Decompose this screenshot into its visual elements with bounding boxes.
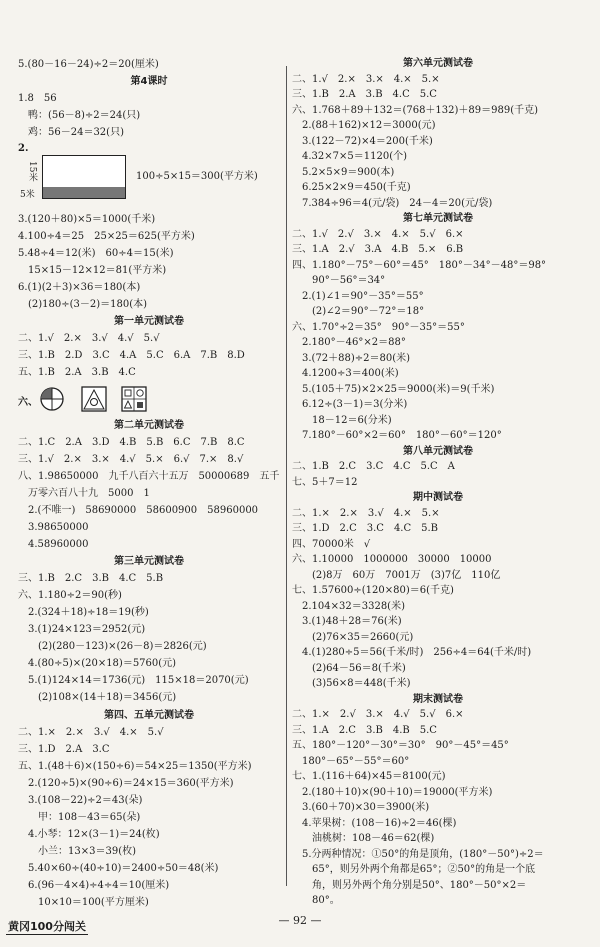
area-figure [18, 143, 280, 209]
answer-line: 7.180°－60°×2＝60° 180°－60°＝120° [292, 430, 502, 441]
figure-equation: 100÷5×15＝300(平方米) [136, 171, 258, 183]
answer-line: 4.1200÷3＝400(米) [292, 368, 399, 379]
answer-line: 4.100÷4＝25 25×25＝625(平方米) [18, 231, 195, 243]
answer-line: 3.(108－22)÷2＝43(朵) [18, 794, 143, 806]
figure-side-label: 15米 [27, 161, 37, 182]
pie-circle-icon [41, 388, 63, 410]
rectangle-diagram [42, 155, 126, 199]
section-heading: 第三单元测试卷 [114, 556, 184, 568]
right-column [292, 56, 584, 909]
answer-line: 2.180°－46°×2＝88° [292, 337, 406, 348]
triangle-box-icon [82, 387, 106, 411]
answer-line: 80°。 [292, 895, 340, 906]
answer-line: (2)(280－123)×(26－8)＝2826(元) [18, 641, 207, 653]
answer-line: 三、1.D 2.A 3.C [18, 743, 110, 755]
answer-line: 七、5＋7＝12 [292, 476, 358, 488]
section-heading: 第七单元测试卷 [403, 213, 473, 224]
page-number: — 92 — [278, 914, 322, 927]
answer-line: 7.384÷96＝4(元/袋) 24－4＝20(元/袋) [292, 197, 493, 209]
answer-line: 5.40×60÷(40÷10)＝2400÷50＝48(米) [18, 862, 219, 874]
answer-line: 15×15－12×12＝81(平方米) [18, 265, 167, 277]
answer-line: (3)56×8＝448(千米) [292, 678, 411, 689]
grid-shapes-icon [122, 387, 146, 411]
answer-line: 2.(324＋18)÷18＝19(秒) [18, 607, 149, 619]
answer-line: 二、1.√ 2.× 3.√ 4.√ 5.√ [18, 333, 160, 345]
answer-line: 90°－56°＝34° [292, 275, 386, 286]
answer-line: 三、1.B 2.A 3.B 4.C 5.C [292, 89, 437, 100]
answer-line: 5.分两种情况：①50°的角是顶角，(180°－50°)÷2＝ [292, 848, 544, 860]
answer-line: 二、1.√ 2.√ 3.× 4.× 5.√ 6.× [292, 228, 464, 240]
answer-line: 六、1.10000 1000000 30000 10000 [292, 554, 492, 565]
answer-line: 5.(1)124×14＝1736(元) 115×18＝2070(元) [18, 675, 249, 687]
answer-line: 3.(1)48＋28＝76(米) [292, 616, 402, 627]
answer-line: 五、1.(48＋6)×(150÷6)＝54×25＝1350(平方米) [18, 760, 252, 772]
answer-line: 六、1.180÷2＝90(秒) [18, 590, 122, 602]
answer-line: 4.(80÷5)×(20×18)＝5760(元) [18, 658, 177, 670]
answer-line: 3.98650000 [18, 522, 89, 534]
answer-line: 万零六百八十九 5000 1 [18, 488, 150, 500]
answer-line: 6.12÷(3－1)＝3(分米) [292, 399, 408, 410]
answer-line: 65°，则另外两个角都是65°；②50°的角是一个底 [292, 864, 536, 875]
figure-number: 2. [18, 143, 29, 155]
answer-line: 3.(122－72)×4＝200(千米) [292, 135, 433, 147]
answer-line: 二、1.× 2.× 3.√ 4.× 5.√ [18, 726, 164, 738]
answer-line: 2.(88＋162)×12＝3000(元) [292, 120, 436, 131]
answer-line: 二、1.√ 2.× 3.× 4.× 5.× [292, 73, 440, 85]
answer-line: 六、1.768＋89＋132＝(768＋132)＋89＝989(千克) [292, 104, 539, 116]
answer-line: 二、1.C 2.A 3.D 4.B 5.B 6.C 7.B 8.C [18, 437, 245, 449]
section-heading: 第八单元测试卷 [403, 445, 473, 457]
section-heading: 第一单元测试卷 [114, 316, 184, 328]
answer-line: 5.(80－16－24)÷2＝20(厘米) [18, 59, 159, 70]
answer-line: 五、1.B 2.A 3.B 4.C [18, 367, 136, 379]
answer-line: 5.(105＋75)×2×25＝9000(米)＝9(千米) [292, 383, 495, 395]
answer-line: 2.(1)∠1＝90°－35°＝55° [292, 290, 424, 302]
answer-line: 18－12＝6(分米) [292, 414, 392, 426]
left-column [18, 56, 280, 911]
section-heading: 期末测试卷 [413, 693, 463, 705]
answer-line: 三、1.B 2.C 3.B 4.C 5.B [18, 573, 164, 585]
answer-line: 3.(60＋70)×30＝3900(米) [292, 802, 430, 813]
answer-line: 四、70000米 √ [292, 538, 371, 550]
answer-line: 4.32×7×5＝1120(个) [292, 151, 407, 162]
answer-line: (2)64－56＝8(千米) [292, 662, 406, 674]
answer-line: 鸭：(56－8)÷2＝24(只) [18, 110, 141, 122]
answer-line: 5.2×5×9＝900(本) [292, 166, 395, 178]
answer-line: (2)∠2＝90°－72°＝18° [292, 306, 425, 317]
answer-line: 4.苹果树：(108－16)÷2＝46(棵) [292, 817, 457, 829]
answer-line: 五、180°－120°－30°＝30° 90°－45°＝45° [292, 740, 509, 751]
left-top-lines [18, 56, 280, 141]
shapes-row [18, 383, 280, 415]
answer-line: 1.8 56 [18, 93, 57, 105]
answer-line: 6.25×2×9＝450(千克) [292, 182, 411, 193]
answer-line: (2)76×35＝2660(元) [292, 631, 414, 643]
section-heading: 第二单元测试卷 [114, 420, 184, 432]
answer-line: 油桃树：108－46＝62(棵) [292, 833, 435, 844]
section-heading: 第四、五单元测试卷 [104, 709, 194, 721]
answer-line: 三、1.D 2.C 3.C 4.C 5.B [292, 523, 439, 534]
answer-line: 3.(72＋88)÷2＝80(米) [292, 352, 411, 364]
section-heading: 期中测试卷 [413, 492, 463, 503]
answer-line: 小兰：13×3＝39(枚) [18, 845, 136, 857]
column-divider [286, 66, 287, 886]
answer-line: 3.(120＋80)×5＝1000(千米) [18, 214, 156, 226]
answer-line: 4.58960000 [18, 539, 89, 551]
shapes-label: 六、 [18, 397, 38, 409]
section-heading: 第六单元测试卷 [403, 58, 473, 69]
answer-line: 七、1.57600÷(120×80)＝6(千克) [292, 585, 454, 596]
answer-line: 2.(120÷5)×(90÷6)＝24×15＝360(平方米) [18, 777, 234, 789]
answer-line: 三、1.√ 2.× 3.× 4.√ 5.× 6.√ 7.× 8.√ [18, 454, 244, 466]
answer-line: 角，则另外两个角分别是50°、180°－50°×2＝ [292, 879, 527, 891]
answer-line: 三、1.A 2.√ 3.A 4.B 5.× 6.B [292, 244, 464, 255]
left-middle-lines [18, 211, 280, 381]
answer-line: 二、1.B 2.C 3.C 4.C 5.C A [292, 461, 455, 472]
answer-line: 四、1.180°－75°－60°＝45° 180°－34°－48°＝98° [292, 259, 547, 271]
answer-line: 八、1.98650000 九千八百六十五万 50000689 五千 [18, 471, 280, 483]
figure-low-label: 5米 [20, 190, 35, 201]
section-heading: 第4课时 [130, 76, 168, 88]
answer-line: 2.(不唯一) 58690000 58600900 58960000 [18, 505, 259, 517]
answer-line: 5.48÷4＝12(米) 60÷4＝15(米) [18, 248, 174, 260]
right-lines [292, 56, 584, 909]
answer-line: 6.(1)(2＋3)×36＝180(本) [18, 282, 141, 294]
left-bottom-lines [18, 417, 280, 910]
answer-line: (2)108×(14＋18)＝3456(元) [18, 692, 177, 704]
shapes-diagram [38, 385, 158, 413]
book-brand: 黄冈100分闯关 [8, 920, 86, 933]
answer-line: 三、1.A 2.C 3.B 4.B 5.C [292, 724, 437, 736]
answer-line: 鸡：56－24＝32(只) [18, 127, 124, 139]
answer-line: 2.104×32＝3328(米) [292, 600, 405, 612]
answer-line: 4.小琴：12×(3－1)＝24(枚) [18, 828, 160, 840]
answer-line: 2.(180＋10)×(90＋10)＝19000(平方米) [292, 786, 493, 798]
answer-line: (2)180÷(3－2)＝180(本) [18, 299, 148, 311]
answer-line: 10×10＝100(平方厘米) [18, 896, 149, 908]
answer-line: 三、1.B 2.D 3.C 4.A 5.C 6.A 7.B 8.D [18, 350, 245, 362]
answer-line: 二、1.× 2.× 3.√ 4.× 5.× [292, 507, 440, 519]
shaded-strip [43, 187, 125, 198]
answer-line: 6.(96－4×4)÷4÷4＝10(厘米) [18, 879, 170, 891]
answer-line: 六、1.70°÷2＝35° 90°－35°＝55° [292, 321, 465, 333]
answer-line: 二、1.× 2.√ 3.× 4.√ 5.√ 6.× [292, 709, 464, 720]
answer-line: 3.(1)24×123＝2952(元) [18, 624, 146, 636]
answer-line: 4.(1)280÷5＝56(千米/时) 256÷4＝64(千米/时) [292, 647, 532, 658]
answer-line: 180°－65°－55°＝60° [292, 755, 410, 767]
answer-line: 七、1.(116＋64)×45＝8100(元) [292, 771, 446, 782]
answer-line: (2)8万 60万 7001万 (3)7亿 110亿 [292, 569, 501, 581]
answer-line: 甲：108－43＝65(朵) [18, 811, 141, 823]
